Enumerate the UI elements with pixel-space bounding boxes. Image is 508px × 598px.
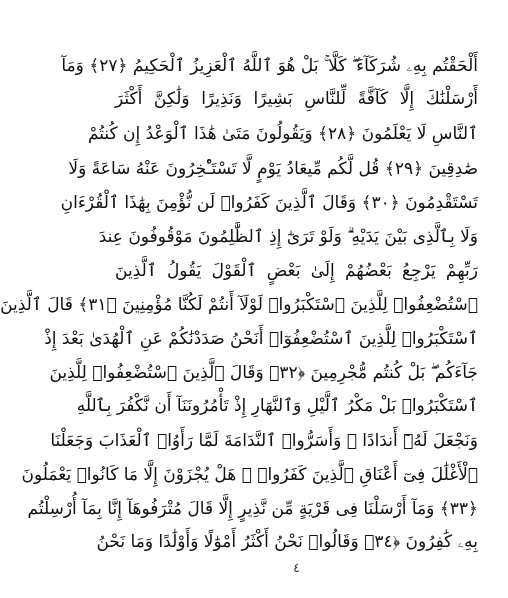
text-line-9: ٱسْتَكْبَرُوا۟ لِلَّذِينَ ٱسْتُضْعِفُوٓا۟ أَنَحْنُ صَدَدْنَٰكُمْ عَنِ ٱلْهُدَىٰ بَعْدَ إِذْ [44,329,478,349]
text-line-8: ٱسْتُضْعِفُوا۟ لِلَّذِينَ ٱسْتَكْبَرُوا۟ لَوْلَآ أَنتُمْ لَكُنَّا مُؤْمِنِينَ ﴿٣١﴾ قَالَ ٱلَّذِينَ [0,295,478,315]
text-line-2: أَرْسَلْنَٰكَ إِلَّا كَآفَّةً لِّلنَّاسِ بَشِيرًا وَنَذِيرًا وَلَٰكِنَّ أَكْثَرَ [115,89,478,109]
text-line-3: ٱلنَّاسِ لَا يَعْلَمُونَ ﴿٢٨﴾ وَيَقُولُونَ مَتَىٰ هَٰذَا ٱلْوَعْدُ إِن كُنتُمْ [87,124,478,144]
text-line-10: جَآءَكُم ۖ بَلْ كُنتُم مُّجْرِمِينَ ﴿٣٢﴾ وَقَالَ ٱلَّذِينَ ٱسْتُضْعِفُوا۟ لِلَّذِينَ [49,363,478,383]
verse-text-block [0,50,478,565]
text-line-1: أَلْحَقْتُم بِهِۦ شُرَكَآءَ ۖ كَلَّا ۚ بَلْ هُوَ ٱللَّهُ ٱلْعَزِيزُ ٱلْحَكِيمُ ﴿٢٧﴾ وَمَآ [61,56,478,76]
text-line-6: وَلَا بِٱلَّذِى بَيْنَ يَدَيْهِ ۗ وَلَوْ تَرَىٰٓ إِذِ ٱلظَّٰلِمُونَ مَوْقُوفُونَ عِندَ [98,227,478,247]
text-line-12: وَنَجْعَلَ لَهُۥٓ أَندَادًا ۚ وَأَسَرُّوا۟ ٱلنَّدَامَةَ لَمَّا رَأَوُا۟ ٱلْعَذَابَ وَجَعَلْنَا [50,431,478,451]
text-line-13: ٱلْأَغْلَٰلَ فِىٓ أَعْنَاقِ ٱلَّذِينَ كَفَرُوا۟ ۚ هَلْ يُجْزَوْنَ إِلَّا مَا كَانُوا۟ يَعْمَلُونَ [21,465,478,485]
text-line-7: رَبِّهِمْ يَرْجِعُ بَعْضُهُمْ إِلَىٰ بَعْضٍ ٱلْقَوْلَ يَقُولُ ٱلَّذِينَ [115,261,478,281]
page-number: ٤ [293,561,300,575]
text-line-15: بِهِۦ كَٰفِرُونَ ﴿٣٤﴾ وَقَالُوا۟ نَحْنُ أَكْثَرُ أَمْوَٰلًا وَأَوْلَٰدًا وَمَا نَحْنُ [96,532,478,552]
text-line-5: تَسْتَقْدِمُونَ ﴿٣٠﴾ وَقَالَ ٱلَّذِينَ كَفَرُوا۟ لَن نُّؤْمِنَ بِهَٰذَا ٱلْقُرْءَانِ [60,193,478,213]
text-line-14: ﴿٣٣﴾ وَمَآ أَرْسَلْنَا فِى قَرْيَةٍ مِّن نَّذِيرٍ إِلَّا قَالَ مُتْرَفُوهَآ إِنَّا بِمَآ أُرْسِلْتُم [27,499,478,519]
text-line-11: ٱسْتَكْبَرُوا۟ بَلْ مَكْرُ ٱلَّيْلِ وَٱلنَّهَارِ إِذْ تَأْمُرُونَنَآ أَن نَّكْفُرَ بِٱللَّهِ [76,396,478,416]
text-line-4: صَٰدِقِينَ ﴿٢٩﴾ قُل لَّكُم مِّيعَادُ يَوْمٍ لَّا تَسْتَـْٔخِرُونَ عَنْهُ سَاعَةً وَلَا [68,159,478,179]
